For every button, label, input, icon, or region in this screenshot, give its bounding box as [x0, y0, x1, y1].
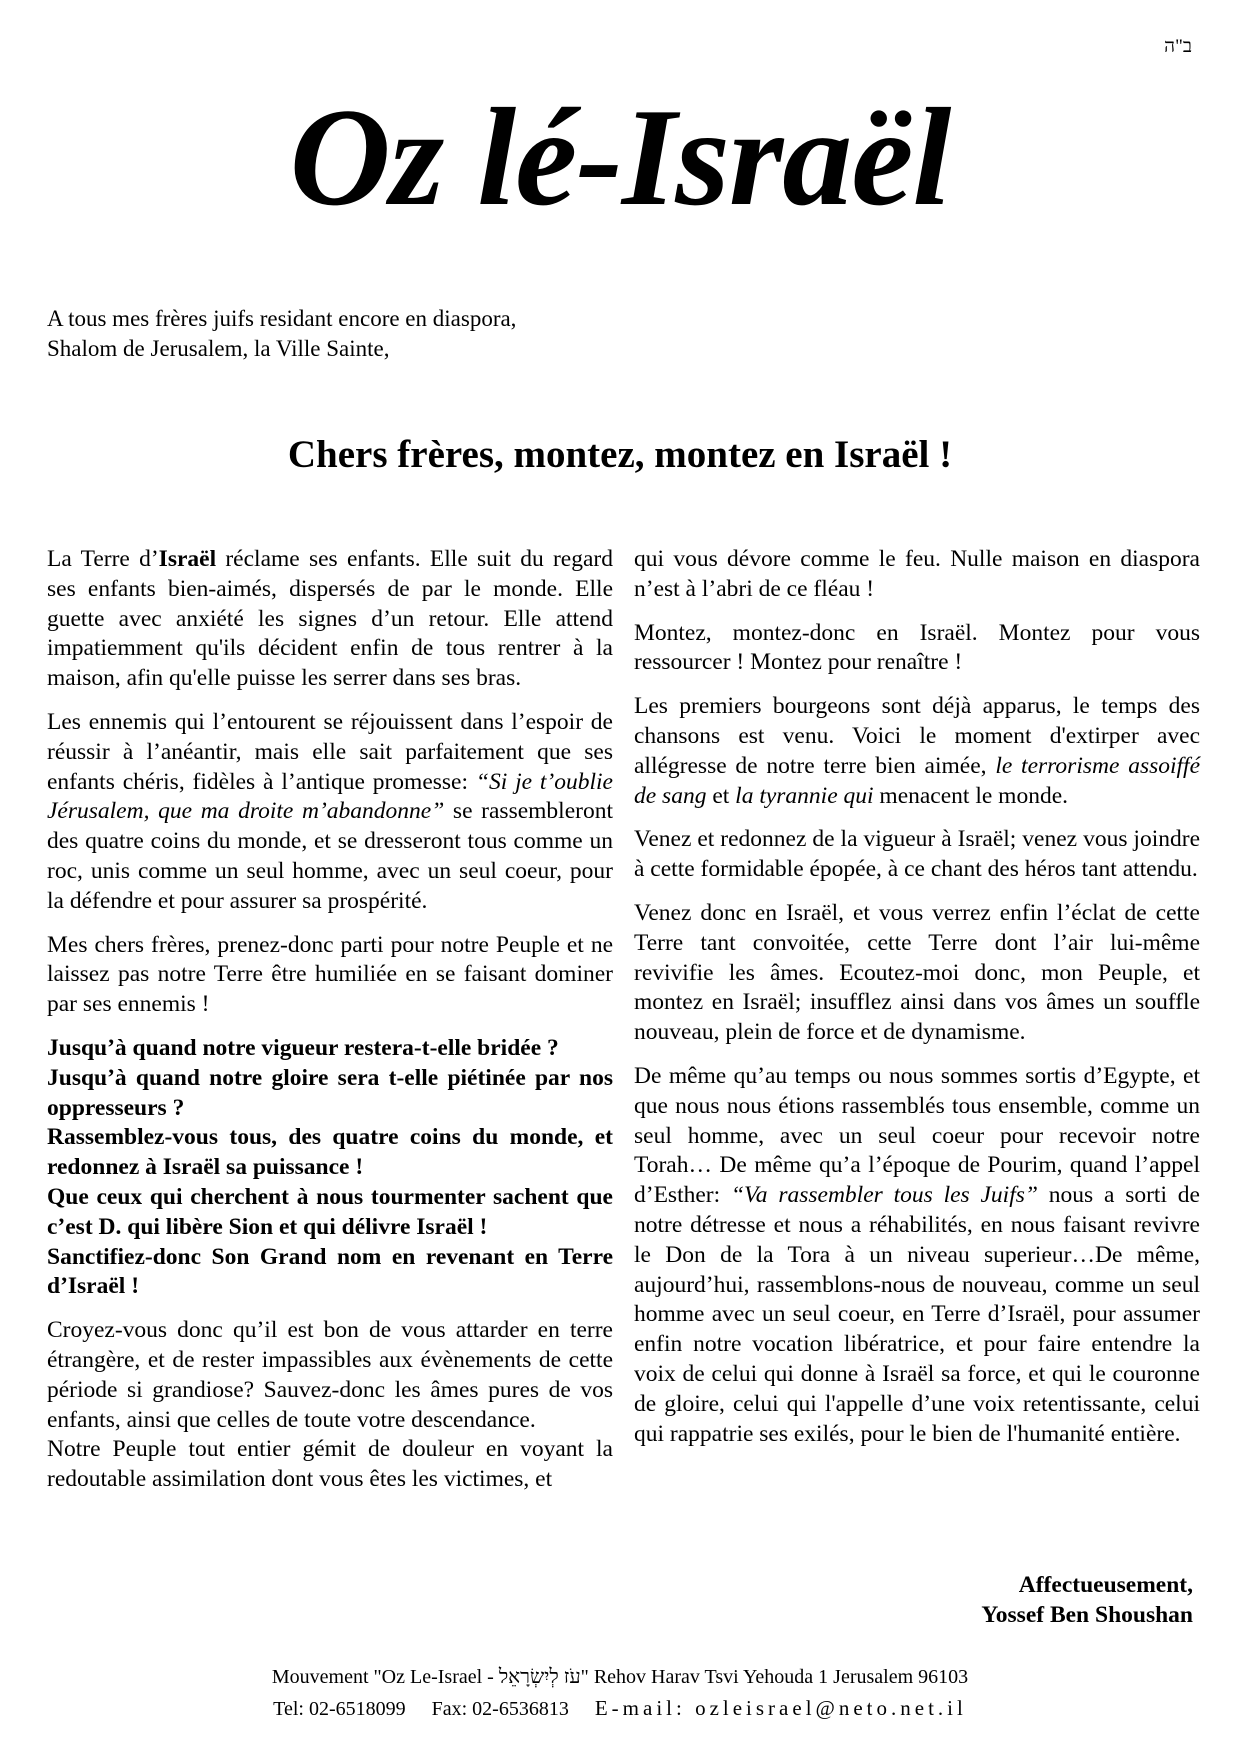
footer-contact — [0, 1693, 1240, 1725]
footer-address: Mouvement "Oz Le-Israel - עֹז לְיִשְׂרָאֵל" Rehov Harav Tsvi Yehouda 1 Jerusalem 96103 — [271, 1666, 969, 1688]
text-run: réclame ses enfants. Elle suit du regard ses enfants bien-aimés, dispersés de par le monde. Elle guette avec anxiété les signes d’un retour. Elle attend impatiemment qu'ils décident enfin de tous rentrer à la maison, afin qu'elle puisse les serrer dans ses bras. — [47, 546, 613, 692]
exhortation-line: Jusqu’à quand notre vigueur restera-t-elle bridée ? — [47, 1034, 559, 1061]
right-paragraph-3 — [634, 692, 1200, 811]
right-paragraph-4: Venez et redonnez de la vigueur à Israël; venez vous joindre à cette formidable épopée, à ce chant des héros tant attendu. — [634, 826, 1200, 883]
exhortation-line: Jusqu’à quand notre gloire sera t-elle piétinée par nos oppresseurs ? — [47, 1064, 613, 1121]
left-column — [47, 545, 613, 1509]
greeting — [47, 304, 516, 364]
subtitle: Chers frères, montez, montez en Israël ! — [287, 433, 953, 476]
text-run: De même qu’au temps ou nous sommes sortis d’Egypte, et que nous nous étions rassemblés tous ensemble, comme un seul homme, avec un seul coeur pour recevoir notre Torah… De même qu’a l’époque de Pourim, quand l’appel d’Esther: — [634, 1062, 1200, 1209]
text-run: Les ennemis qui l’entourent se réjouissent dans l’espoir de réussir à l’anéantir, mais elle sait parfaitement que ses enfants chéris, fidèles à l’antique promesse: — [47, 708, 613, 795]
text-run: Les premiers bourgeons sont déjà apparus, le temps des chansons est venu. Voici le moment d'extirper avec allégresse de notre terre bien aimée, — [634, 693, 1200, 779]
page-title: Oz lé-Israël — [289, 80, 951, 235]
left-paragraph-3: Mes chers frères, prenez-donc parti pour notre Peuple et ne laissez pas notre Terre être humiliée en se faisant dominer par ses ennemis ! — [47, 931, 613, 1018]
exhortation-line: Sanctifiez-donc Son Grand nom en revenant en Terre d’Israël ! — [47, 1243, 613, 1300]
exhortation-line: Rassemblez-vous tous, des quatre coins du monde, et redonnez à Israël sa puissance ! — [47, 1124, 613, 1181]
text-run: menacent le monde. — [873, 782, 1068, 809]
footer-fax: Fax: 02-6536813 — [431, 1698, 569, 1720]
exhortation-line: Que ceux qui cherchent à nous tourmenter sachent que c’est D. qui libère Sion et qui délivre Israël ! — [47, 1183, 613, 1240]
footer — [0, 1662, 1240, 1725]
right-paragraph-1: qui vous dévore comme le feu. Nulle maison en diaspora n’est à l’abri de ce fléau ! — [634, 546, 1200, 602]
text-run: nous a sorti de notre détresse et nous a réhabilités, en nous faisant revivre le Don de la Tora à un niveau superieur…De même, aujourd’hui, rassemblons-nous de nouveau, comme un seul homme avec un seul coeur, en Terre d’Israël, pour assumer enfin notre vocation libératrice, et pour faire entendre la voix de celui qui donne à Israël sa force, et qui le couronne de gloire, celui qui l'appelle d’une voix retentissante, celui qui rappatrie ses exilés, pour le bien de l'humanité entière. — [634, 1182, 1200, 1447]
italic-phrase: le terrorisme assoiffé de sang — [634, 752, 1200, 809]
bold-exhortation — [47, 1034, 613, 1302]
footer-tel: Tel: 02-6518099 — [273, 1698, 406, 1720]
signature-closing: Affectueusement, — [1018, 1572, 1193, 1598]
quote-italic: “Si je t’oublie Jérusalem, que ma droite m’abandonne” — [47, 768, 613, 825]
greeting-line-2: Shalom de Jerusalem, la Ville Sainte, — [47, 336, 390, 361]
italic-phrase: la tyrannie qui — [735, 782, 874, 809]
bh-mark: ב"ה — [1164, 36, 1192, 57]
right-paragraph-5: Venez donc en Israël, et vous verrez enfin l’éclat de cette Terre tant convoitée, cette Terre dont l’air lui-même revivifie les âmes. Ecoutez-moi donc, mon Peuple, et montez en Israël; insufflez ainsi dans vos âmes un souffle nouveau, plein de force et de dynamisme. — [634, 899, 1200, 1046]
left-paragraph-2 — [47, 708, 613, 917]
quote-italic: “Va rassembler tous les Juifs” — [730, 1182, 1038, 1209]
text-run: et — [706, 782, 736, 809]
footer-email[interactable]: E-mail: ozleisrael@neto.net.il — [594, 1696, 967, 1720]
right-paragraph-6 — [634, 1062, 1200, 1449]
signature — [981, 1570, 1193, 1630]
left-paragraph-4: Croyez-vous donc qu’il est bon de vous attarder en terre étrangère, et de rester impassibles aux évènements de cette période si grandiose? Sauvez-donc les âmes pures de vos enfants, ainsi que celles de toute votre descendance. — [47, 1317, 613, 1433]
left-paragraph-1 — [47, 545, 613, 694]
signature-name: Yossef Ben Shoushan — [981, 1602, 1193, 1628]
text-run: se rassembleront des quatre coins du monde, et se dresseront tous comme un roc, unis comme un seul homme, avec un seul coeur, pour la défendre et pour assurer sa prospérité. — [47, 798, 613, 914]
right-paragraph-2: Montez, montez-donc en Israël. Montez pour vous ressourcer ! Montez pour renaître ! — [634, 619, 1200, 676]
greeting-line-1: A tous mes frères juifs residant encore en diaspora, — [47, 306, 517, 331]
text-run: La Terre d’ — [47, 546, 159, 572]
israel-bold: Israël — [158, 546, 217, 572]
left-paragraph-5: Notre Peuple tout entier gémit de douleur en voyant la redoutable assimilation dont vous êtes les victimes, et — [47, 1436, 613, 1493]
right-column — [634, 545, 1200, 1463]
